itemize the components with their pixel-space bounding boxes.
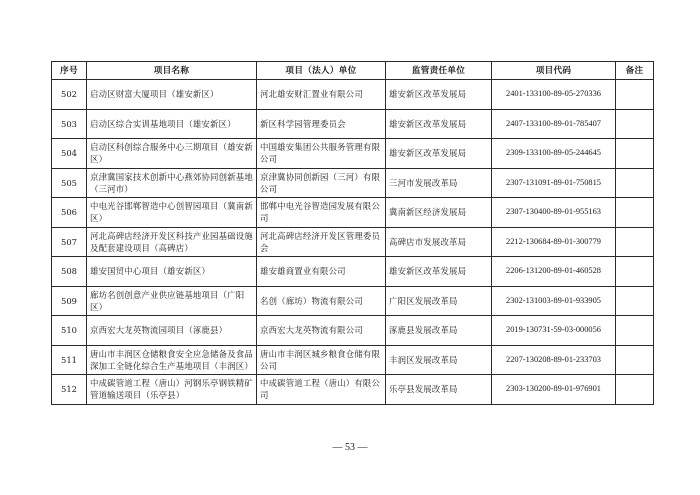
project-name-cell: 启动区财富大厦项目（雄安新区）: [87, 80, 257, 110]
table-row: [52, 286, 654, 316]
legal-unit-cell: 河北雄安财汇置业有限公司: [257, 80, 386, 110]
project-name-cell: 河北高碑店经济开发区科技产业园基础设施及配套建设项目（高碑店）: [87, 227, 257, 257]
project-code-cell: 2401-133100-89-05-270336: [492, 80, 616, 110]
supervising-dept-cell: 丰润区发展改革局: [386, 345, 492, 375]
row-number-cell: 504: [52, 139, 87, 169]
header-dept: 监管责任单位: [386, 62, 492, 80]
table-row: [52, 139, 654, 169]
project-name-cell: 雄安国贸中心项目（雄安新区）: [87, 257, 257, 287]
project-name-cell: 中电光谷邯郸智造中心创智园项目（冀南新区）: [87, 198, 257, 228]
table-row: [52, 316, 654, 346]
project-name-cell: 唐山市丰润区仓储粮食安全应急储备及食品深加工全链化综合生产基地项目（丰润区）: [87, 345, 257, 375]
table-row: [52, 198, 654, 228]
row-number-cell: 502: [52, 80, 87, 110]
note-cell: [616, 198, 654, 228]
row-number-cell: 508: [52, 257, 87, 287]
project-name-cell: 启动区综合实训基地项目（雄安新区）: [87, 109, 257, 139]
note-cell: [616, 316, 654, 346]
supervising-dept-cell: 涿鹿县发展改革局: [386, 316, 492, 346]
row-number-cell: 512: [52, 375, 87, 405]
table-body: [52, 80, 654, 405]
note-cell: [616, 345, 654, 375]
legal-unit-cell: 名创（廊坊）物流有限公司: [257, 286, 386, 316]
row-number-cell: 506: [52, 198, 87, 228]
row-number-cell: 509: [52, 286, 87, 316]
header-no: 序号: [52, 62, 87, 80]
project-code-cell: 2309-133100-89-05-244645: [492, 139, 616, 169]
page-number: — 53 —: [332, 442, 368, 453]
supervising-dept-cell: 三河市发展改革局: [386, 168, 492, 198]
row-number-cell: 505: [52, 168, 87, 198]
note-cell: [616, 80, 654, 110]
row-number-cell: 503: [52, 109, 87, 139]
supervising-dept-cell: 广阳区发展改革局: [386, 286, 492, 316]
header-unit: 项目（法人）单位: [257, 62, 386, 80]
table-row: [52, 375, 654, 405]
supervising-dept-cell: 雄安新区改革发展局: [386, 139, 492, 169]
legal-unit-cell: 中国雄安集团公共服务管理有限公司: [257, 139, 386, 169]
project-code-cell: 2307-130400-89-01-955163: [492, 198, 616, 228]
table-row: [52, 80, 654, 110]
row-number-cell: 511: [52, 345, 87, 375]
legal-unit-cell: 中成碳管道工程（唐山）有限公司: [257, 375, 386, 405]
project-name-cell: 启动区科创综合服务中心三期项目（雄安新区）: [87, 139, 257, 169]
table-row: [52, 257, 654, 287]
project-name-cell: 中成碳管道工程（唐山）河钢乐亭钢铁精矿管道输送项目（乐亭县）: [87, 375, 257, 405]
table-row: [52, 345, 654, 375]
project-table: [51, 61, 654, 405]
project-name-cell: 廊坊名创创意产业供应链基地项目（广阳区）: [87, 286, 257, 316]
supervising-dept-cell: 乐亭县发展改革局: [386, 375, 492, 405]
row-number-cell: 510: [52, 316, 87, 346]
note-cell: [616, 257, 654, 287]
row-number-cell: 507: [52, 227, 87, 257]
supervising-dept-cell: 冀南新区经济发展局: [386, 198, 492, 228]
project-code-cell: 2303-130200-89-01-976901: [492, 375, 616, 405]
project-code-cell: 2019-130731-59-03-000056: [492, 316, 616, 346]
header-name: 项目名称: [87, 62, 257, 80]
supervising-dept-cell: 雄安新区改革发展局: [386, 80, 492, 110]
note-cell: [616, 375, 654, 405]
project-code-cell: 2407-133100-89-01-785407: [492, 109, 616, 139]
supervising-dept-cell: 雄安新区改革发展局: [386, 109, 492, 139]
legal-unit-cell: 新区科学园管理委员会: [257, 109, 386, 139]
header-row: [52, 62, 654, 80]
note-cell: [616, 227, 654, 257]
project-code-cell: 2207-130208-89-01-233703: [492, 345, 616, 375]
legal-unit-cell: 雄安雄商置业有限公司: [257, 257, 386, 287]
legal-unit-cell: 唐山市丰润区城乡粮食仓储有限公司: [257, 345, 386, 375]
legal-unit-cell: 邯郸中电光谷智造园发展有限公司: [257, 198, 386, 228]
project-code-cell: 2307-131091-89-01-750815: [492, 168, 616, 198]
legal-unit-cell: 京津冀协同创新园（三河）有限公司: [257, 168, 386, 198]
note-cell: [616, 109, 654, 139]
project-code-cell: 2206-131200-89-01-460528: [492, 257, 616, 287]
legal-unit-cell: 京西宏大龙英物流有限公司: [257, 316, 386, 346]
project-code-cell: 2302-131003-89-01-933905: [492, 286, 616, 316]
supervising-dept-cell: 雄安新区改革发展局: [386, 257, 492, 287]
note-cell: [616, 286, 654, 316]
note-cell: [616, 139, 654, 169]
project-name-cell: 京西宏大龙英物流园项目（涿鹿县）: [87, 316, 257, 346]
table-row: [52, 227, 654, 257]
table-header: [52, 62, 654, 80]
supervising-dept-cell: 高碑店市发展改革局: [386, 227, 492, 257]
note-cell: [616, 168, 654, 198]
legal-unit-cell: 河北高碑店经济开发区管理委员会: [257, 227, 386, 257]
table-row: [52, 109, 654, 139]
header-note: 备注: [616, 62, 654, 80]
table-row: [52, 168, 654, 198]
project-name-cell: 京津冀国家技术创新中心燕郊协同创新基地（三河市）: [87, 168, 257, 198]
project-code-cell: 2212-130684-89-01-300779: [492, 227, 616, 257]
header-code: 项目代码: [492, 62, 616, 80]
